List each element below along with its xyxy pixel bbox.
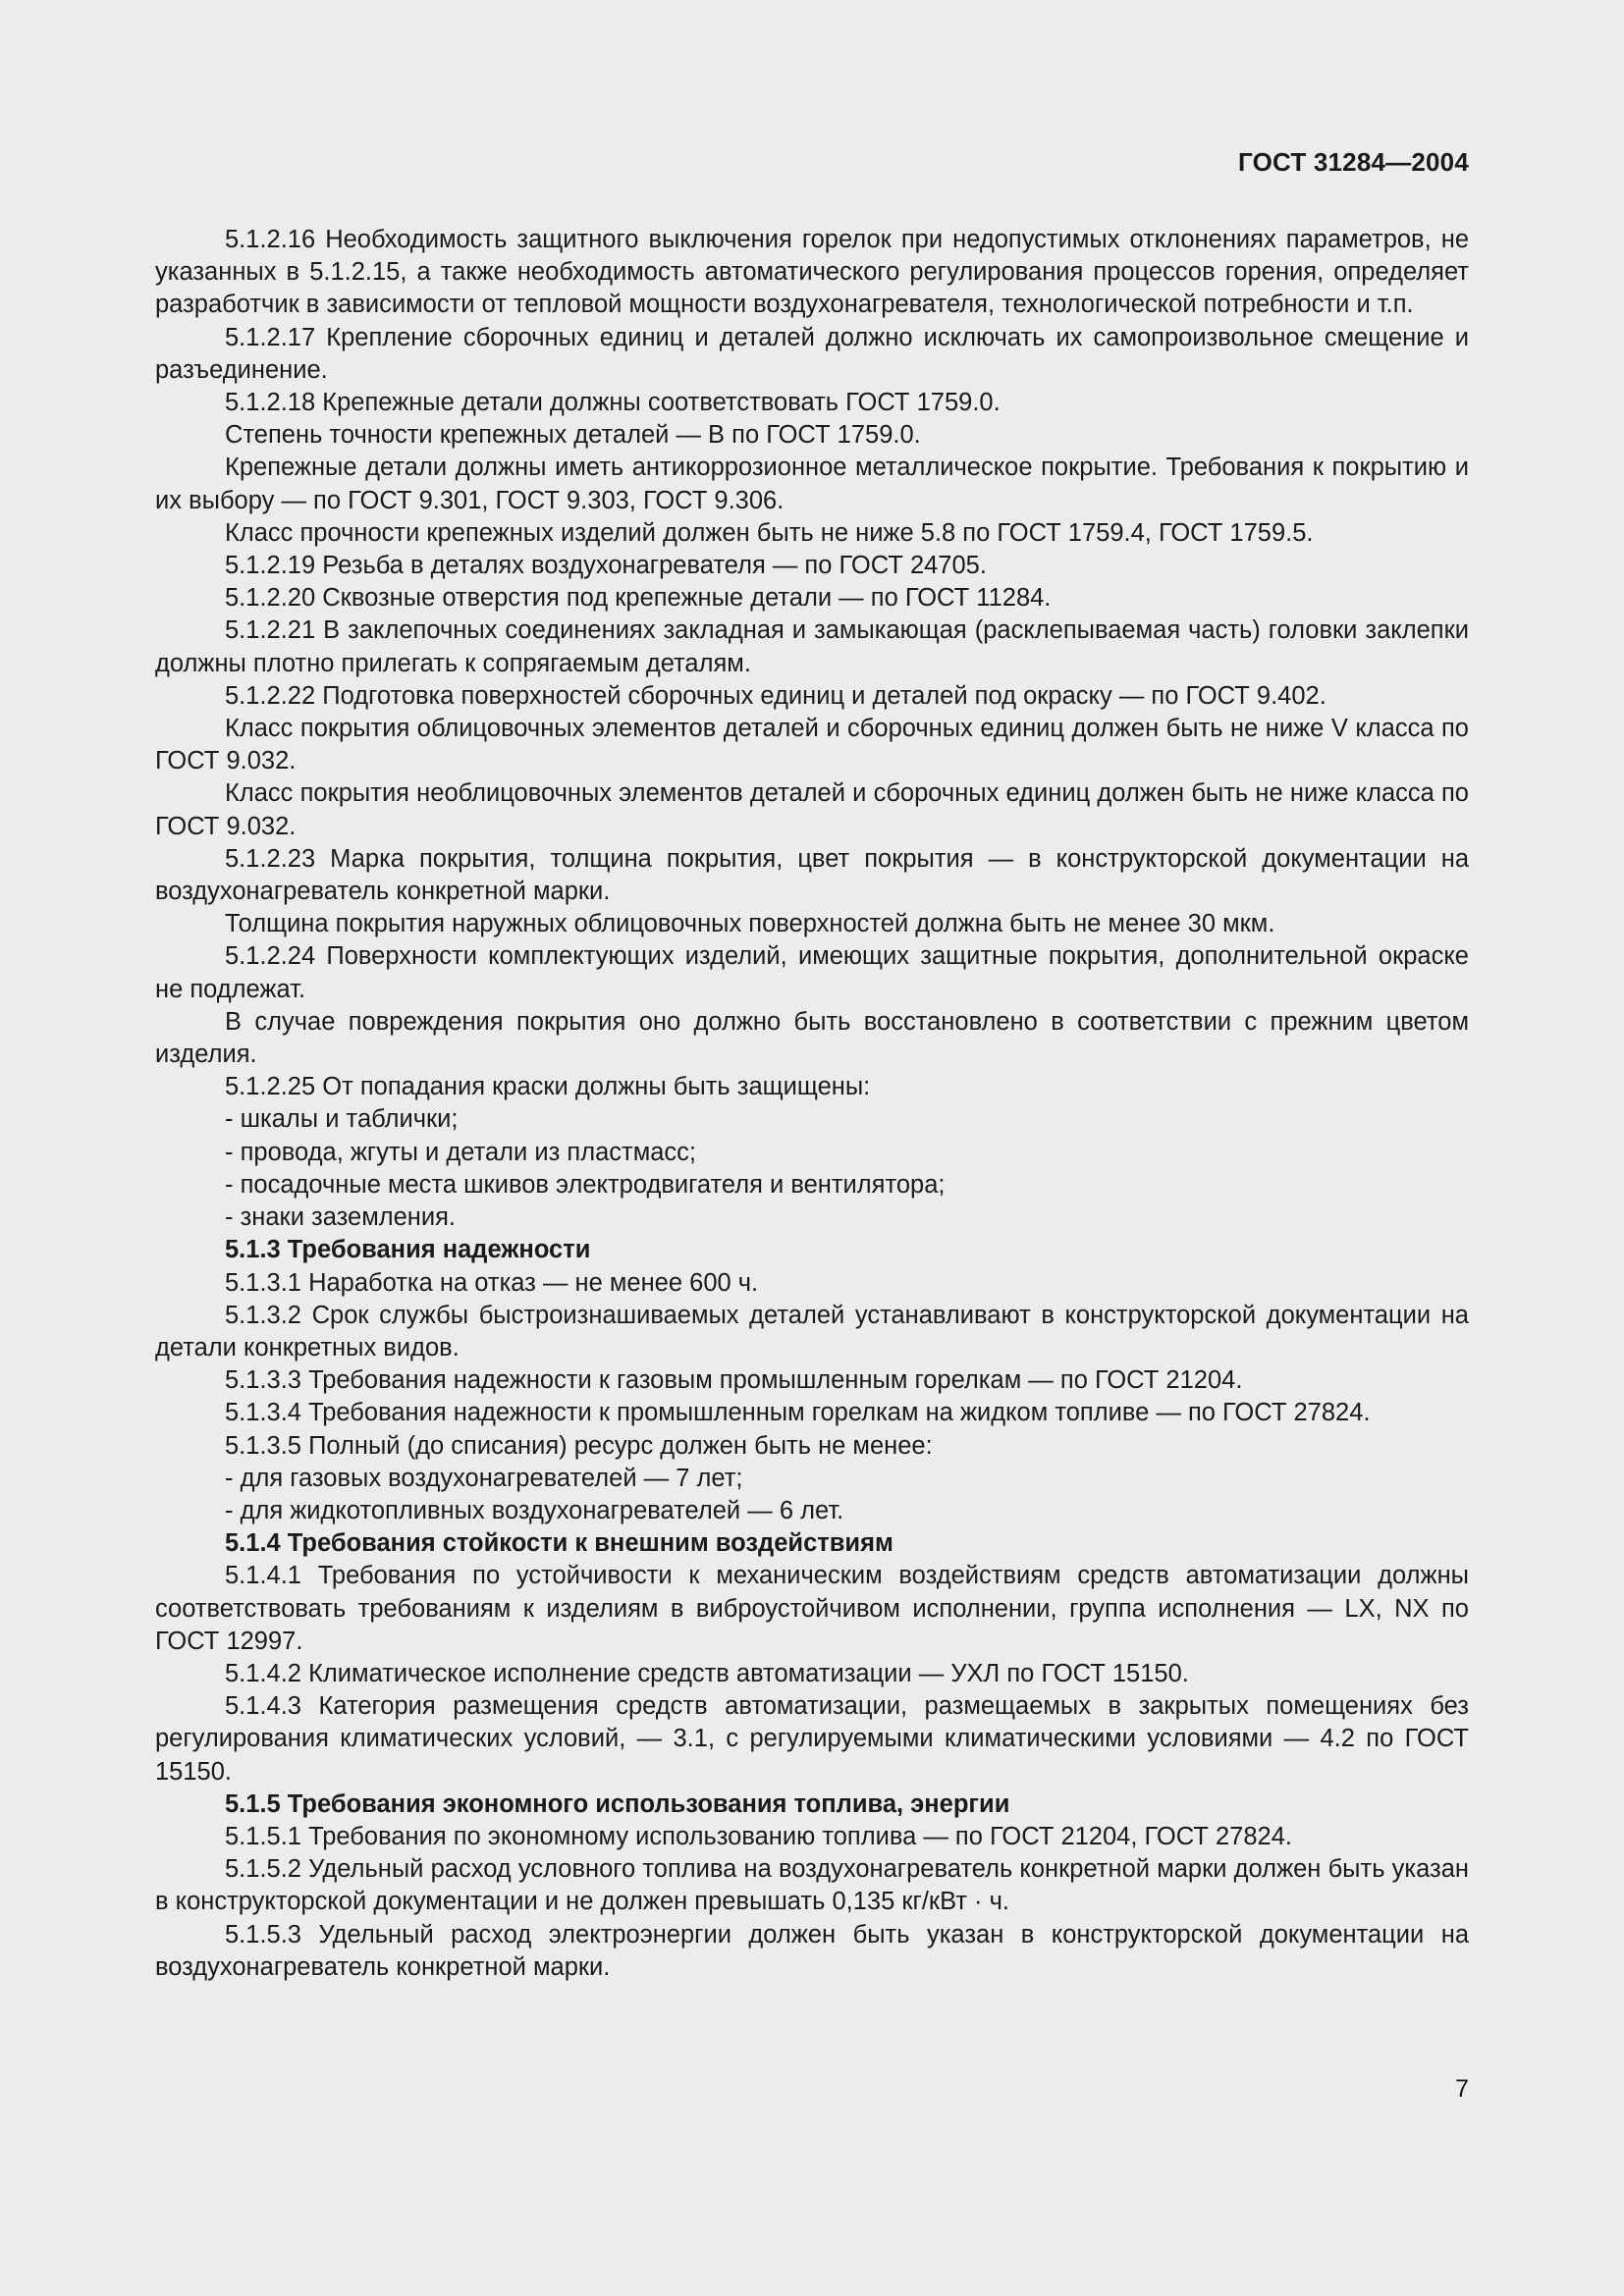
paragraph: 5.1.2.25 От попадания краски должны быть защищены: — [225, 1073, 871, 1101]
paragraph: 5.1.2.19 Резьба в деталях воздухонагревателя — по ГОСТ 24705. — [225, 552, 987, 580]
paragraph: 5.1.2.18 Крепежные детали должны соответствовать ГОСТ 1759.0. — [225, 389, 1001, 417]
list-item: - для газовых воздухонагревателей — 7 лет; — [225, 1464, 743, 1492]
paragraph: 5.1.2.23 Марка покрытия, толщина покрытия, цвет покрытия — в конструкторской документации на воздухонагреватель конкретной марки. — [155, 844, 1469, 906]
paragraph: 5.1.5.1 Требования по экономному использованию топлива — по ГОСТ 21204, ГОСТ 27824. — [225, 1822, 1292, 1850]
paragraph: Класс покрытия необлицовочных элементов деталей и сборочных единиц должен быть не ниже класса по ГОСТ 9.032. — [155, 779, 1469, 840]
paragraph: 5.1.5.3 Удельный расход электроэнергии должен быть указан в конструкторской документации на воздухонагреватель конкретной марки. — [155, 1920, 1469, 1981]
paragraph: Крепежные детали должны иметь антикоррозионное металлическое покрытие. Требования к покрытию и их выбору — по ГОСТ 9.301, ГОСТ 9.303, ГОСТ 9.306. — [155, 454, 1469, 514]
section-heading: 5.1.4 Требования стойкости к внешним воздействиям — [225, 1529, 893, 1558]
paragraph: Степень точности крепежных деталей — В по ГОСТ 1759.0. — [225, 421, 921, 450]
paragraph: 5.1.3.1 Наработка на отказ — не менее 600 ч. — [225, 1268, 759, 1297]
list-item: - знаки заземления. — [225, 1203, 457, 1232]
paragraph: Толщина покрытия наружных облицовочных поверхностей должна быть не менее 30 мкм. — [225, 910, 1275, 938]
paragraph: Класс покрытия облицовочных элементов деталей и сборочных единиц должен быть не ниже V класса по ГОСТ 9.032. — [155, 715, 1469, 775]
paragraph: Класс прочности крепежных изделий должен быть не ниже 5.8 по ГОСТ 1759.4, ГОСТ 1759.5. — [225, 518, 1314, 547]
paragraph: 5.1.2.21 В заклепочных соединениях закладная и замыкающая (расклепываемая часть) головки заклепки должны плотно прилегать к сопрягаемым деталям. — [155, 616, 1469, 677]
document-header: ГОСТ 31284—2004 — [1238, 147, 1469, 177]
paragraph: 5.1.2.16 Необходимость защитного выключения горелок при недопустимых отклонениях параметров, не указанных в 5.1.2.15, а также необходимость автоматического регулирования процессов горения, определяет разработчик в зависимости от тепловой мощности воздухонагревателя, технологической потребности и т.п. — [155, 226, 1469, 319]
paragraph: 5.1.2.17 Крепление сборочных единиц и деталей должно исключать их самопроизвольное смещение и разъединение. — [155, 323, 1469, 384]
section-heading: 5.1.5 Требования экономного использования топлива, энергии — [225, 1789, 1010, 1818]
paragraph: 5.1.2.20 Сквозные отверстия под крепежные детали — по ГОСТ 11284. — [225, 584, 1052, 613]
paragraph: 5.1.3.5 Полный (до списания) ресурс должен быть не менее: — [225, 1431, 933, 1460]
paragraph: 5.1.4.3 Категория размещения средств автоматизации, размещаемых в закрытых помещениях без регулирования климатических условий, — 3.1, с регулируемыми климатическими условиями — 4.2 по ГОСТ 15150. — [155, 1692, 1469, 1786]
list-item: - для жидкотопливных воздухонагревателей — 6 лет. — [225, 1496, 844, 1524]
document-body — [155, 224, 1469, 1984]
paragraph: В случае повреждения покрытия оно должно быть восстановлено в соответствии с прежним цветом изделия. — [155, 1007, 1469, 1069]
paragraph: 5.1.4.1 Требования по устойчивости к механическим воздействиям средств автоматизации должны соответствовать требованиям к изделиям в виброустойчивом исполнении, группа исполнения — LX, NX по ГОСТ 12997. — [155, 1562, 1469, 1655]
paragraph: 5.1.3.2 Срок службы быстроизнашиваемых деталей устанавливают в конструкторской документации на детали конкретных видов. — [155, 1301, 1469, 1362]
list-item: - посадочные места шкивов электродвигателя и вентилятора; — [225, 1170, 946, 1199]
paragraph: 5.1.5.2 Удельный расход условного топлива на воздухонагреватель конкретной марки должен быть указан в конструкторской документации и не должен превышать 0,135 кг/кВт · ч. — [155, 1855, 1469, 1916]
paragraph: 5.1.4.2 Климатическое исполнение средств автоматизации — УХЛ по ГОСТ 15150. — [225, 1659, 1189, 1687]
paragraph: 5.1.2.24 Поверхности комплектующих изделий, имеющих защитные покрытия, дополнительной окраске не подлежат. — [155, 942, 1469, 1003]
paragraph: 5.1.3.4 Требования надежности к промышленным горелкам на жидком топливе — по ГОСТ 27824. — [225, 1399, 1371, 1427]
paragraph: 5.1.2.22 Подготовка поверхностей сборочных единиц и деталей под окраску — по ГОСТ 9.402. — [225, 681, 1326, 710]
page-number: 7 — [1455, 2075, 1469, 2103]
list-item: - провода, жгуты и детали из пластмасс; — [225, 1138, 697, 1166]
list-item: - шкалы и таблички; — [225, 1105, 459, 1134]
section-heading: 5.1.3 Требования надежности — [225, 1236, 591, 1264]
paragraph: 5.1.3.3 Требования надежности к газовым промышленным горелкам — по ГОСТ 21204. — [225, 1366, 1243, 1395]
